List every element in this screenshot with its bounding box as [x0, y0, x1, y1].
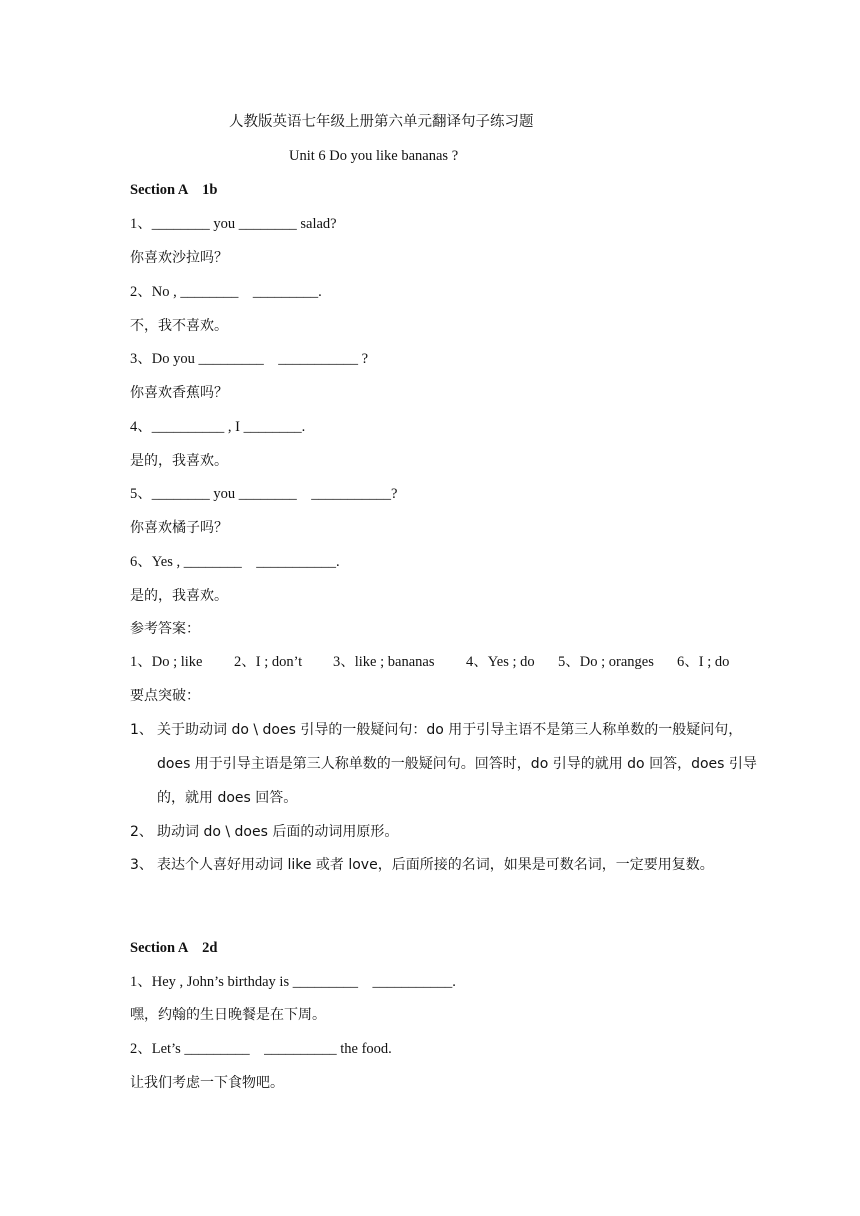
exercise-6-chinese: 是的，我喜欢。: [130, 588, 228, 604]
exercise-1-chinese: 你喜欢沙拉吗？: [130, 250, 228, 266]
exercise-2-english: 2、No , ________ _________.: [130, 284, 322, 300]
section-heading-2d: Section A 2d: [130, 940, 218, 956]
key-point-3: [130, 848, 762, 916]
exercise-2-chinese: 不，我不喜欢。: [130, 318, 228, 334]
exercise-4-chinese: 是的，我喜欢。: [130, 453, 228, 469]
key-point-1: [130, 713, 762, 815]
answer-4: 4、Yes ; do: [466, 654, 535, 670]
exercise-4-english: 4、__________ , I ________.: [130, 419, 306, 435]
answer-5: 5、Do ; oranges: [558, 654, 654, 670]
exercise-2d-2-chinese: 让我们考虑一下食物吧。: [130, 1075, 284, 1091]
document-subtitle: Unit 6 Do you like bananas ?: [289, 148, 459, 164]
answer-heading: 参考答案：: [130, 621, 200, 637]
key-points-heading: 要点突破：: [130, 688, 200, 704]
exercise-3-chinese: 你喜欢香蕉吗？: [130, 385, 228, 401]
exercise-2d-1-chinese: 嘿，约翰的生日晚餐是在下周。: [130, 1007, 326, 1023]
section-heading-1b: Section A 1b: [130, 182, 218, 198]
exercise-1-english: 1、________ you ________ salad?: [130, 216, 337, 232]
exercise-2d-2-english: 2、Let’s _________ __________ the food.: [130, 1041, 392, 1057]
exercise-5-chinese: 你喜欢橘子吗？: [130, 520, 228, 536]
key-point-3-text: 表达个人喜好用动词 like 或者 love，后面所接的名词，如果是可数名词，一定要用复数。: [157, 857, 714, 873]
key-point-2-number: 2、: [130, 824, 153, 840]
answer-2: 2、I ; don’t: [234, 654, 303, 670]
key-point-1-number: 1、: [130, 722, 153, 738]
answer-1: 1、Do ; like: [130, 654, 203, 670]
exercise-5-english: 5、________ you ________ ___________?: [130, 486, 398, 502]
document-title: 人教版英语七年级上册第六单元翻译句子练习题: [229, 114, 534, 130]
answer-3: 3、like ; bananas: [333, 654, 435, 670]
key-point-3-number: 3、: [130, 857, 153, 873]
key-point-1-text: 关于助动词 do \ does 引导的一般疑问句：do 用于引导主语不是第三人称单数的一般疑问句，does 用于引导主语是第三人称单数的一般疑问句。回答时，do 引导的就用 do 回答，does 引导的，就用 does 回答。: [157, 722, 757, 806]
key-point-2-text: 助动词 do \ does 后面的动词用原形。: [157, 824, 399, 840]
key-point-2: [130, 815, 762, 849]
exercise-6-english: 6、Yes , ________ ___________.: [130, 554, 340, 570]
answer-6: 6、I ; do: [677, 654, 730, 670]
exercise-2d-1-english: 1、Hey , John’s birthday is _________ ___________.: [130, 974, 456, 990]
exercise-3-english: 3、Do you _________ ___________ ?: [130, 351, 369, 367]
